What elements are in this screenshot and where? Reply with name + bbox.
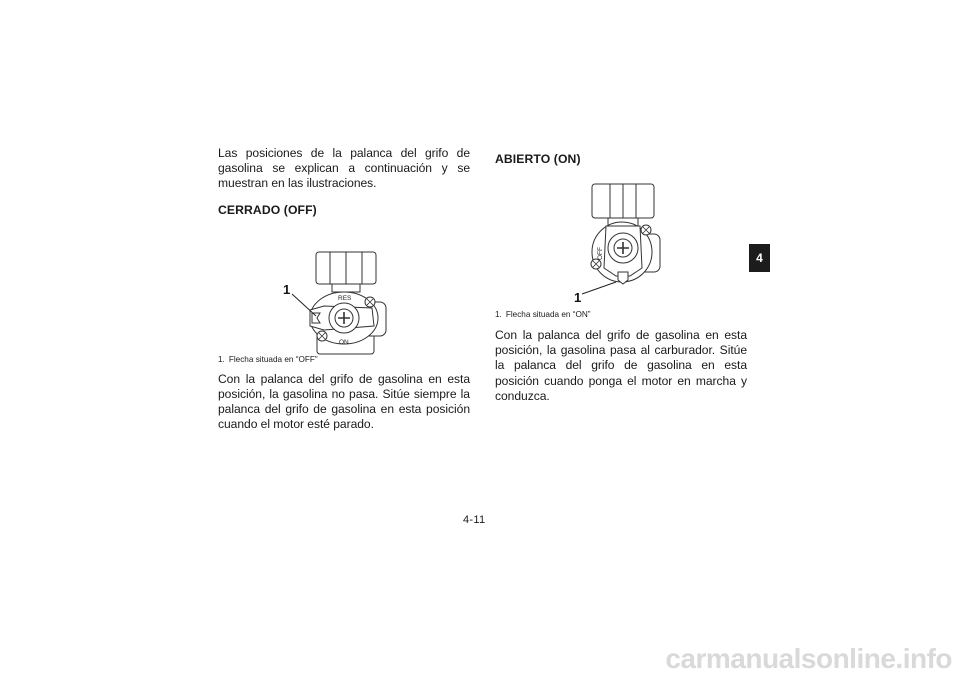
page-number: 4-11 (463, 514, 486, 526)
caption-on (495, 310, 747, 320)
body-paragraph-off: Con la palanca del grifo de gasolina en esta posición, la gasolina no pasa. Sitúe siempre la palanca del grifo de gasolina en esta posición cuando el motor esté parado. (218, 371, 470, 432)
fuel-cock-on-drawing (560, 180, 670, 306)
callout-number-on: 1 (574, 290, 582, 305)
caption-text: Flecha situada en “OFF” (228, 354, 318, 364)
caption-text: Flecha situada en “ON” (505, 310, 591, 319)
caption-number: 1. (495, 310, 502, 319)
fuel-cock-off-drawing (282, 246, 402, 350)
label-off: OFF (597, 247, 604, 260)
label-res: RES (338, 295, 352, 302)
label-on: ON (339, 339, 349, 346)
caption-off (218, 355, 470, 365)
caption-number: 1. (218, 354, 225, 364)
callout-number-off: 1 (283, 282, 291, 297)
watermark: carmanualsonline.info (665, 643, 952, 674)
body-paragraph-on: Con la palanca del grifo de gasolina en esta posición, la gasolina pasa al carburador. Sitúe la palanca del grifo de gasolina en esta posición cuando ponga el motor en marcha y conduzca. (495, 328, 747, 403)
intro-paragraph: Las posiciones de la palanca del grifo de gasolina se explican a continuación y se muestran en las ilustraciones. (218, 146, 470, 191)
chapter-tab: 4 (749, 244, 770, 272)
heading-abierto: ABIERTO (ON) (495, 152, 581, 166)
heading-cerrado: CERRADO (OFF) (218, 202, 317, 217)
